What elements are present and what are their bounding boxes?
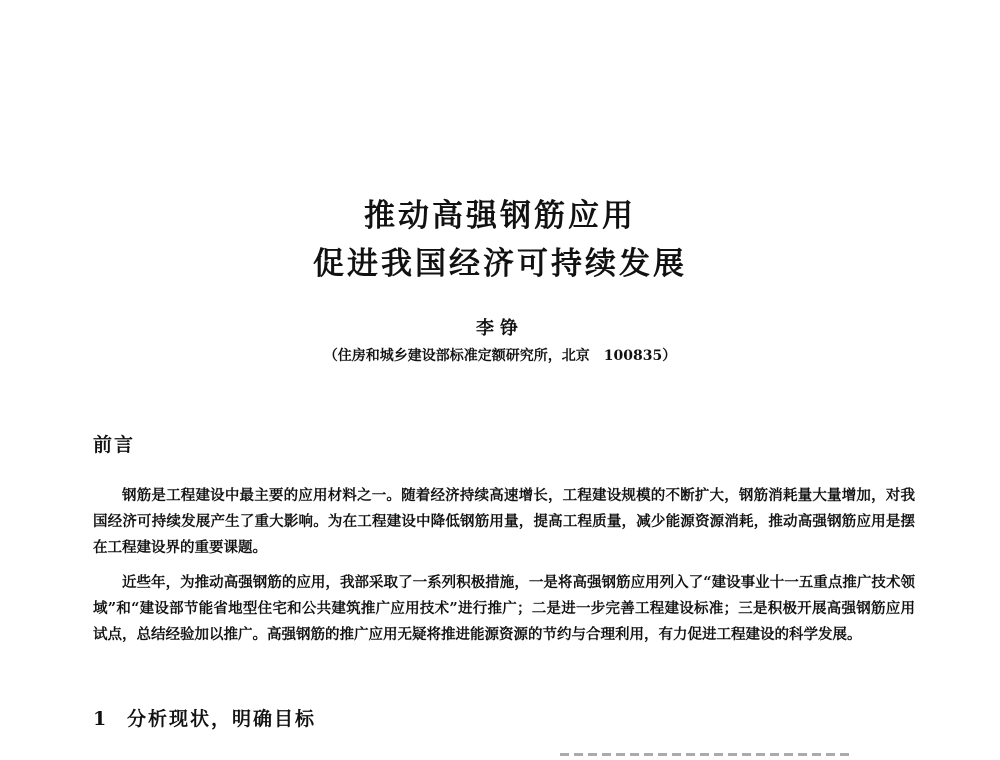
title-line-1: 推动高强钢筋应用 <box>364 198 636 234</box>
cut-off-text-line <box>560 753 850 756</box>
author-name: 李铮 <box>476 318 524 339</box>
title-line-2: 促进我国经济可持续发展 <box>313 246 687 282</box>
preface-paragraph-2 <box>93 570 915 648</box>
paragraph-text: 钢筋是工程建设中最主要的应用材料之一。随着经济持续高速增长，工程建设规模的不断扩大，钢筋消耗量大量增加，对我国经济可持续发展产生了重大影响。为在工程建设中降低钢筋用量，提高工程质量，减少能源资源消耗，推动高强钢筋应用是摆在工程建设界的重要课题。 <box>93 487 915 556</box>
preface-heading: 前言 <box>93 434 136 456</box>
section-number: 1 <box>93 708 109 730</box>
author-affiliation: （住房和城乡建设部标准定额研究所，北京 100835） <box>323 348 677 364</box>
section-1-heading <box>93 704 316 731</box>
section-title: 分析现状，明确目标 <box>127 708 317 730</box>
paragraph-text: 近些年，为推动高强钢筋的应用，我部采取了一系列积极措施，一是将高强钢筋应用列入了“建设事业十一五重点推广技术领域”和“建设部节能省地型住宅和公共建筑推广应用技术”进行推广；二是进一步完善工程建设标准；三是积极开展高强钢筋应用试点，总结经验加以推广。高强钢筋的推广应用无疑将推进能源资源的节约与合理利用，有力促进工程建设的科学发展。 <box>93 574 915 643</box>
preface-paragraph-1 <box>93 483 915 561</box>
